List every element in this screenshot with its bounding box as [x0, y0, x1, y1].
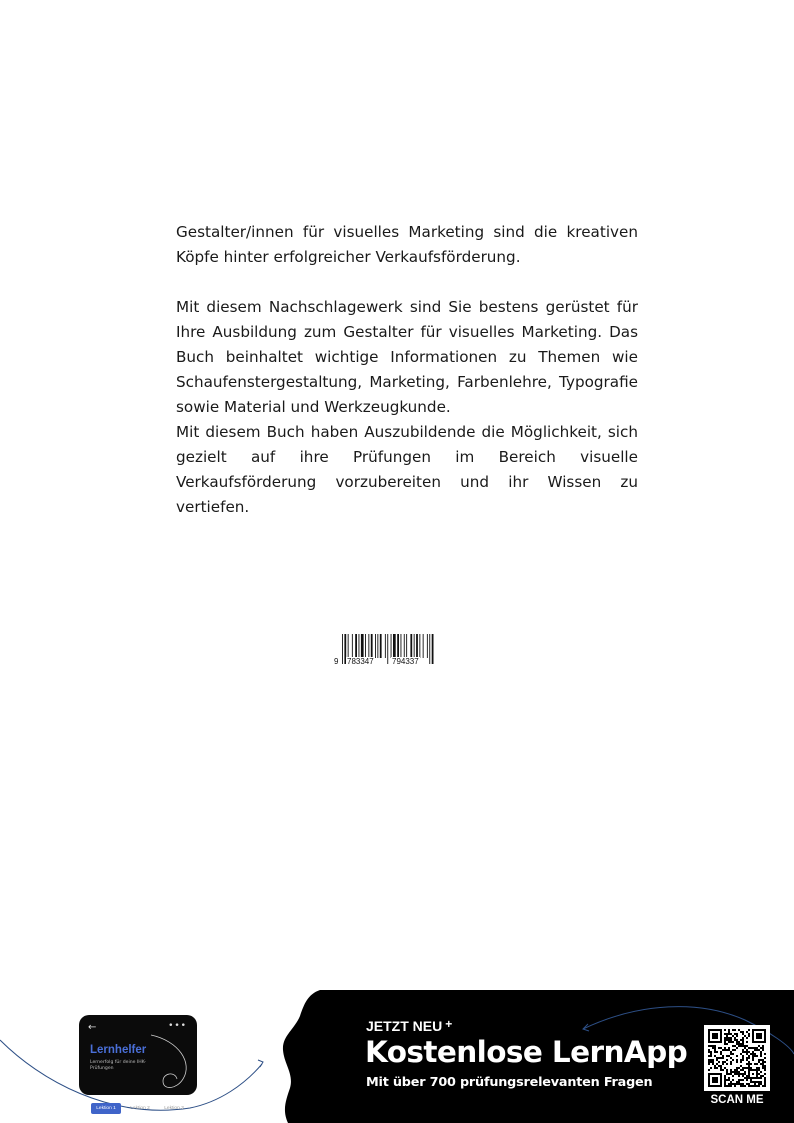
- qr-code-pattern: [704, 1025, 770, 1091]
- tab-lesson-3: Lektion 3: [164, 1106, 184, 1111]
- tab-lesson-2: Lektion 2: [130, 1106, 150, 1111]
- promo-subtitle: Mit über 700 prüfungsrelevanten Fragen: [366, 1075, 653, 1090]
- barcode-first-digit: 9: [334, 657, 339, 666]
- isbn-barcode: [333, 634, 436, 666]
- qr-code[interactable]: [704, 1025, 770, 1091]
- plus-icon: +: [445, 1017, 453, 1031]
- description-paragraph: Mit diesem Nachschlagewerk sind Sie bestens gerüstet für Ihre Ausbildung zum Gestalter für visuelles Marketing. Das Buch beinhaltet wichtige Informationen zu Themen wie Schaufenstergestaltung, Marketing, Farbenlehre, Typografie sowie Material und Werkzeugkunde.: [176, 298, 638, 416]
- arrow-left-icon: ←: [88, 1022, 97, 1033]
- purpose-paragraph: Mit diesem Buch haben Auszubildende die Möglichkeit, sich gezielt auf ihre Prüfungen im Bereich visuelle Verkaufsförderung vorzubereiten und ihr Wissen zu vertiefen.: [176, 423, 638, 516]
- back-cover-blurb: [176, 220, 638, 520]
- promo-title: Kostenlose LernApp: [365, 1035, 688, 1069]
- promo-kicker-text: JETZT NEU: [366, 1018, 443, 1034]
- scan-me-label: SCAN ME: [710, 1094, 764, 1106]
- barcode-left-group: 783347: [347, 657, 374, 666]
- promo-kicker: [366, 1017, 452, 1034]
- app-screen-preview: [79, 1015, 197, 1095]
- more-dots-icon: •••: [168, 1021, 187, 1031]
- app-tagline: Lernerfolg für deine IHK-Prüfungen: [90, 1060, 146, 1071]
- app-name: Lernhelfer: [90, 1044, 147, 1056]
- barcode-right-group: 794337: [392, 657, 419, 666]
- tab-lesson-1: Lektion 1: [91, 1103, 121, 1114]
- swirl-graphic: [149, 1033, 193, 1093]
- intro-paragraph: Gestalter/innen für visuelles Marketing sind die kreativen Köpfe hinter erfolgreicher Verkaufsförderung.: [176, 223, 638, 266]
